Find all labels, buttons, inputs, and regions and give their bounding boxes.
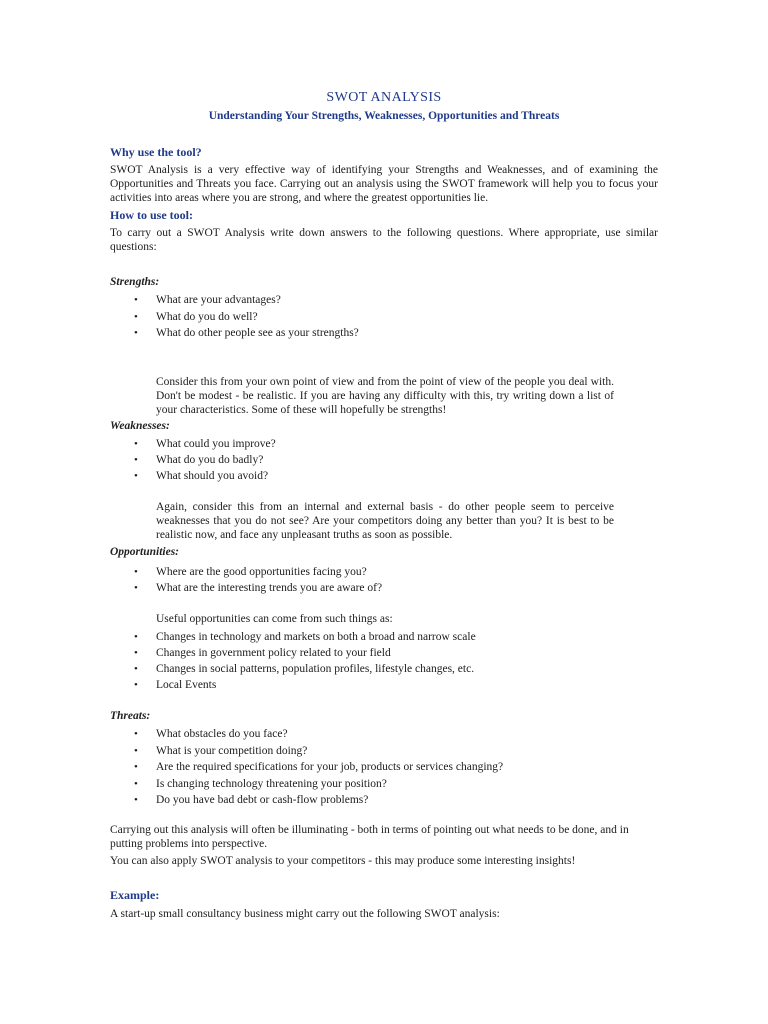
list-item xyxy=(134,744,308,758)
bullet-icon: • xyxy=(134,647,138,659)
list-item xyxy=(134,630,476,644)
list-item-text: What is your competition doing? xyxy=(156,744,308,757)
bullet-icon: • xyxy=(134,744,138,757)
list-item-text: Local Events xyxy=(156,679,217,691)
bullet-icon: • xyxy=(134,777,138,790)
bullet-icon: • xyxy=(134,294,138,306)
list-item-text: Do you have bad debt or cash-flow problems? xyxy=(156,794,369,806)
list-item-text: Where are the good opportunities facing you? xyxy=(156,566,367,578)
why-paragraph: SWOT Analysis is a very effective way of identifying your Strengths and Weaknesses, and of examining the Opportunities and Threats you face. Carrying out an analysis using the SWOT framework will help you to focus your activities into areas where you are strong, and where the greatest opportunities lie. xyxy=(110,164,658,205)
list-item-text: Changes in social patterns, population profiles, lifestyle changes, etc. xyxy=(156,663,475,675)
competitors-paragraph: You can also apply SWOT analysis to your competitors - this may produce some interesting insights! xyxy=(110,855,576,867)
list-item-text: What are your advantages? xyxy=(156,294,281,306)
bullet-icon: • xyxy=(134,761,138,773)
document-title: SWOT ANALYSIS xyxy=(326,90,442,105)
list-item xyxy=(134,662,475,676)
why-heading: Why use the tool? xyxy=(110,145,202,159)
bullet-icon: • xyxy=(134,327,138,339)
list-item xyxy=(134,453,264,467)
bullet-icon: • xyxy=(134,566,138,578)
list-item-text: Is changing technology threatening your position? xyxy=(156,777,387,790)
list-item-text: Changes in government policy related to your field xyxy=(156,647,391,659)
closing-paragraph: Carrying out this analysis will often be illuminating - both in terms of pointing out what needs to be done, and in putting problems into perspective. xyxy=(110,824,629,851)
list-item xyxy=(134,678,217,692)
bullet-icon: • xyxy=(134,310,138,323)
list-item-text: Are the required specifications for your job, products or services changing? xyxy=(156,761,504,773)
weaknesses-note: Again, consider this from an internal and external basis - do other people seem to perceive weaknesses that you do not see? Are your competitors doing any better than you? It is best to be realistic now, and face any unpleasant truths as soon as possible. xyxy=(156,501,614,542)
example-paragraph: A start-up small consultancy business might carry out the following SWOT analysis: xyxy=(110,908,500,920)
document-subtitle: Understanding Your Strengths, Weaknesses, Opportunities and Threats xyxy=(208,110,560,122)
list-item-text: What are the interesting trends you are aware of? xyxy=(156,582,383,594)
list-item-text: What could you improve? xyxy=(156,438,276,450)
bullet-icon: • xyxy=(134,454,138,466)
how-paragraph: To carry out a SWOT Analysis write down answers to the following questions. Where appropriate, use similar questions: xyxy=(110,227,658,254)
bullet-icon: • xyxy=(134,679,138,691)
strengths-note: Consider this from your own point of view and from the point of view of the people you deal with. Don't be modest - be realistic. If you are having any difficulty with this, try writing down a list of your characteristics. Some of these will hopefully be strengths! xyxy=(156,376,614,417)
list-item-text: What obstacles do you face? xyxy=(156,728,288,740)
list-item xyxy=(134,760,504,774)
strengths-heading: Strengths: xyxy=(110,276,160,288)
list-item xyxy=(134,469,269,483)
bullet-icon: • xyxy=(134,728,138,740)
list-item-text: Changes in technology and markets on both a broad and narrow scale xyxy=(156,631,476,643)
list-item-text: What do you do well? xyxy=(156,310,258,323)
bullet-icon: • xyxy=(134,663,138,675)
list-item xyxy=(134,646,391,660)
list-item-text: What do other people see as your strengths? xyxy=(156,327,359,339)
list-item xyxy=(134,293,281,307)
list-item-text: What do you do badly? xyxy=(156,454,264,466)
list-item xyxy=(134,581,383,595)
opportunities-note: Useful opportunities can come from such things as: xyxy=(156,613,393,625)
opportunities-heading: Opportunities: xyxy=(110,546,180,558)
bullet-icon: • xyxy=(134,631,138,643)
list-item xyxy=(134,326,359,340)
bullet-icon: • xyxy=(134,470,138,482)
list-item xyxy=(134,727,288,741)
how-heading: How to use tool: xyxy=(110,208,193,222)
list-item xyxy=(134,777,387,791)
weaknesses-heading: Weaknesses: xyxy=(110,420,170,432)
list-item xyxy=(134,310,258,324)
bullet-icon: • xyxy=(134,582,138,594)
threats-heading: Threats: xyxy=(110,710,151,722)
list-item-text: What should you avoid? xyxy=(156,470,269,482)
list-item xyxy=(134,565,367,579)
bullet-icon: • xyxy=(134,794,138,806)
bullet-icon: • xyxy=(134,438,138,450)
list-item xyxy=(134,793,369,807)
list-item xyxy=(134,437,276,451)
example-heading: Example: xyxy=(110,888,160,902)
